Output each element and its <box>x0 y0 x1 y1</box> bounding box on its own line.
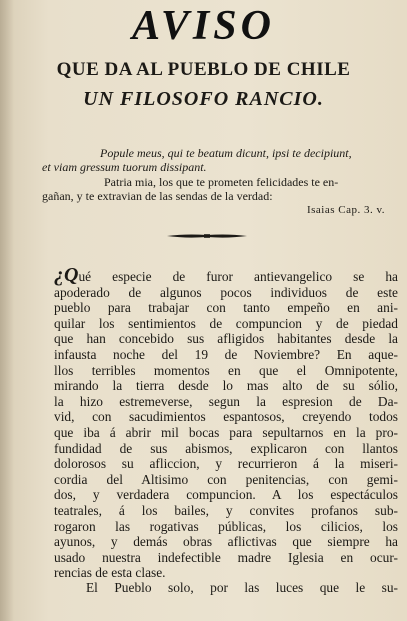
document-subtitle: QUE DA AL PUEBLO DE CHILE <box>56 59 351 80</box>
body-line: vid, con sacudimientos espantosos, creyendo todos <box>54 409 398 425</box>
body-paragraph-2 <box>54 580 398 596</box>
epigraph-spanish <box>42 175 388 203</box>
body-line: apoderado de algunos pocos individuos de este <box>54 284 398 300</box>
body-line: mirando la tierra desde lo mas alto de su sólio, <box>54 378 398 394</box>
body-line: El Pueblo solo, por las luces que le su- <box>86 580 398 595</box>
body-line: dos, y verdadera compuncion. A los espectáculos <box>54 487 398 503</box>
body-line: infausta noche del 19 de Noviembre? En aque- <box>54 346 398 362</box>
body-line: ué especie de furor antievangelico se ha <box>78 269 398 284</box>
body-line: dolorosos su afliccion, y recurrieron á la miseri- <box>54 456 398 472</box>
body-line: cordia del Altisimo con penitencias, con gemi- <box>54 471 398 487</box>
epigraph-latin-line: et viam gressum tuorum dissipant. <box>42 160 207 174</box>
body-line: teatrales, á los bailes, y convites profanos sub- <box>54 502 398 518</box>
body-line: quilar los sentimientos de compuncion y de piedad <box>54 315 398 331</box>
body-line: pueblo para trabajar con tanto empeño en ani- <box>54 300 398 316</box>
document-title: AVISO <box>132 3 275 49</box>
ornament-divider <box>166 230 248 242</box>
body-line: que han concebido sus afligidos habitantes desde la <box>54 331 398 347</box>
body-line: ayunos, y demás obras aflictivas que siempre ha <box>54 534 398 550</box>
document-author: UN FILOSOFO RANCIO. <box>83 88 324 110</box>
body-line: rencias de esta clase. <box>54 565 166 581</box>
epigraph-latin <box>42 146 388 174</box>
epigraph-spanish-line: Patria mia, los que te prometen felicidades te en- <box>104 175 339 189</box>
body-line: llos terribles momentos en que el Omnipotente, <box>54 362 398 378</box>
body-line: fundidad de sus abismos, explicaron con llantos <box>54 440 398 456</box>
body-paragraph-1 <box>54 264 398 581</box>
epigraph-spanish-line: gañan, y te extravian de las sendas de la verdad: <box>42 189 273 203</box>
drop-cap: ¿Q <box>54 264 79 286</box>
epigraph-citation: Isaias Cap. 3. v. <box>306 204 385 216</box>
body-line: la hizo estremeverse, segun la espresion de Da- <box>54 393 398 409</box>
body-line: que iba á abrir mil bocas para sepultarnos en la pro- <box>54 424 398 440</box>
body-line: rogaron las rogativas públicas, los cilicios, los <box>54 518 398 534</box>
epigraph-latin-line: Popule meus, qui te beatum dicunt, ipsi te decipiunt, <box>100 146 352 160</box>
body-line: usado nuestra indefectible madre Iglesia en ocur- <box>54 549 398 565</box>
